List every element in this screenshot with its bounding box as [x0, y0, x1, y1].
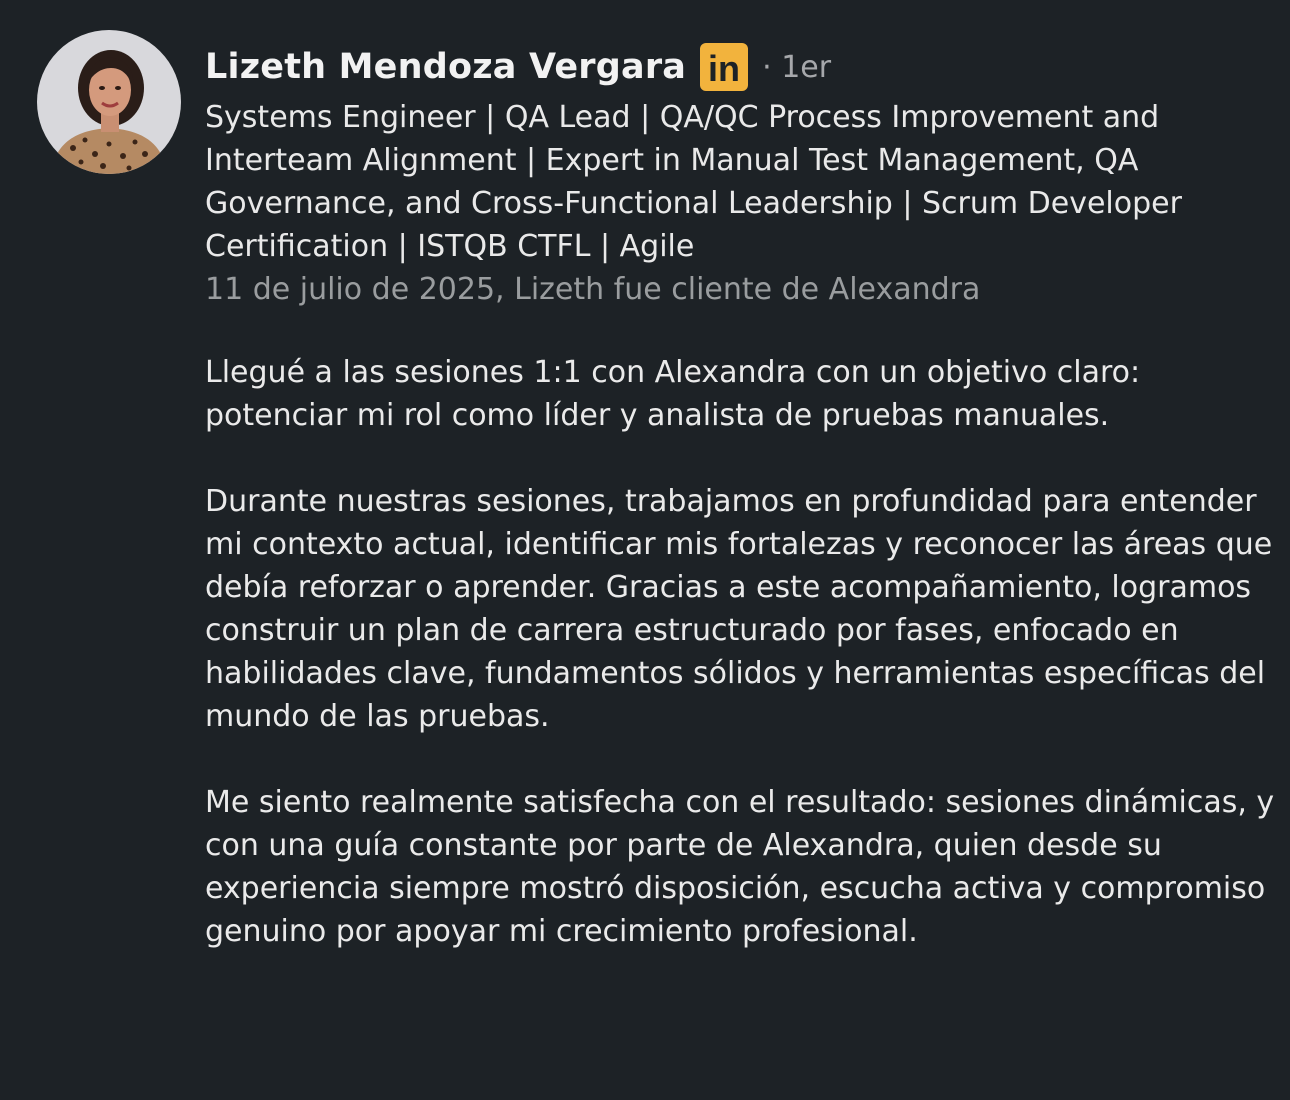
avatar[interactable]	[37, 30, 181, 174]
recommendation-text	[205, 351, 1275, 953]
author-row	[205, 38, 1275, 96]
badge-text: in	[708, 48, 741, 89]
paragraph: Llegué a las sesiones 1:1 con Alexandra con un objetivo claro: potenciar mi rol como líder y analista de pruebas manuales.	[205, 355, 1141, 433]
paragraph: Me siento realmente satisfecha con el resultado: sesiones dinámicas, y con una guía constante por parte de Alexandra, quien desde su experiencia siempre mostró disposición, escucha activa y compromiso genuino por apoyar mi crecimiento profesional.	[205, 785, 1275, 949]
recommendation-card	[205, 38, 1275, 953]
connection-degree: · 1er	[762, 49, 832, 85]
author-name[interactable]: Lizeth Mendoza Vergara	[205, 47, 687, 87]
profile-photo	[37, 30, 181, 174]
author-headline: Systems Engineer | QA Lead | QA/QC Process Improvement and Interteam Alignment | Expert in Manual Test Management, QA Governance, and Cross-Functional Leadership | Scrum Developer Certification | ISTQB CTFL | Agile	[205, 100, 1182, 264]
paragraph: Durante nuestras sesiones, trabajamos en profundidad para entender mi contexto actual, identificar mis fortalezas y reconocer las áreas que debía reforzar o aprender. Gracias a este acompañamiento, logramos construir un plan de carrera estructurado por fases, enfocado en habilidades clave, fundamentos sólidos y herramientas específicas del mundo de las pruebas.	[205, 484, 1273, 734]
linkedin-premium-icon	[700, 43, 748, 91]
relationship-date: 11 de julio de 2025, Lizeth fue cliente de Alexandra	[205, 272, 981, 307]
